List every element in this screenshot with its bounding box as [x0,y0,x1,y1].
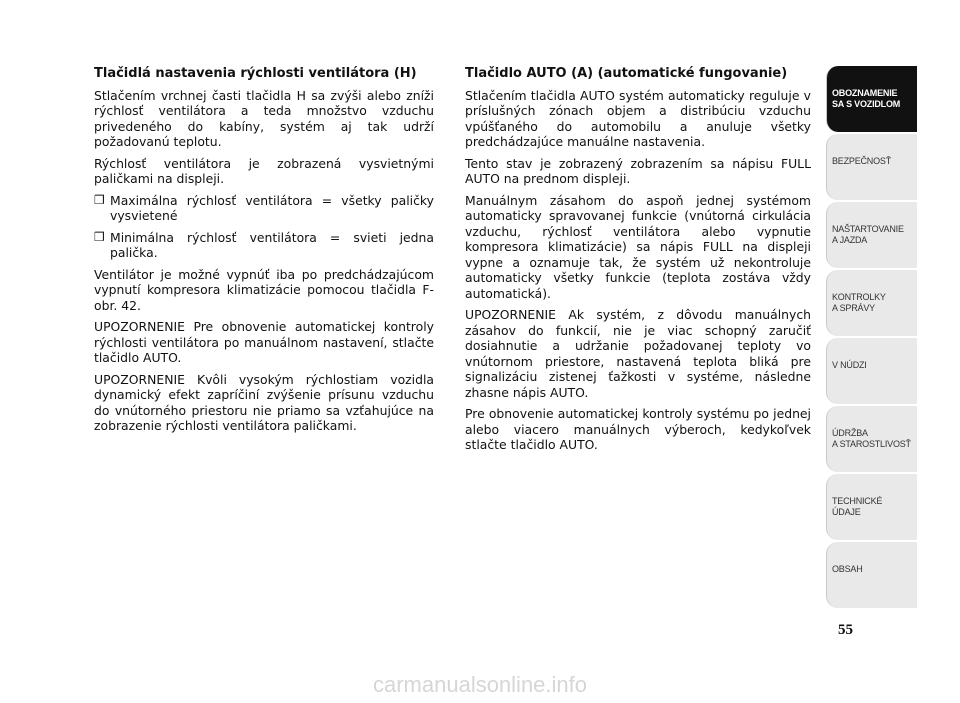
tab-label: TECHNICKÉ [832,496,883,506]
tab-bezpecnost[interactable] [826,134,917,200]
left-column [94,66,434,440]
auto-button-heading: Tlačidlo AUTO (A) (automatické fungovanie) [465,66,788,81]
tab-label: ÚDAJE [832,507,861,517]
right-column [465,66,811,459]
bullet-item [94,193,434,224]
tab-label: OBOZNAMENIE [832,88,898,98]
tab-obsah[interactable] [826,542,917,608]
paragraph: Ventilátor je možné vypnúť iba po predchádzajúcom vypnutí kompresora klimatizácie pomocou tlačidla F-obr. 42. [94,266,434,313]
tab-label: BEZPEČNOSŤ [832,156,892,166]
tab-label: A SPRÁVY [832,303,875,313]
paragraph: Pre obnovenie automatickej kontroly systému po jednej alebo viacero manuálnych výberoch, kedykoľvek stlačte tlačidlo AUTO. [465,406,811,452]
page-number: 55 [838,622,853,638]
chapter-sidebar [826,66,917,610]
bullet-item [94,230,434,261]
bullet-text: Maximálna rýchlosť ventilátora = všetky paličky vysvietené [110,192,434,223]
tab-label: A JAZDA [832,235,868,245]
tab-v-nudzi[interactable] [826,338,917,404]
paragraph: Rýchlosť ventilátora je zobrazená vysvietnými paličkami na displeji. [94,155,434,186]
tab-label: V NÚDZI [832,360,867,370]
fan-speed-heading: Tlačidlá nastavenia rýchlosti ventilátora (H) [94,66,417,81]
paragraph: Manuálnym zásahom do aspoň jednej systémom automaticky spravovanej funkcie (vnútorná cirkulácia vzduchu, rýchlosť ventilátora alebo vypnutie kompresora klimatizácie) sa nápis FULL na displeji vypne a oznamuje tak, že systém už nekontroluje automaticky všetky funkcie (teplota zostáva vždy automatická). [465,192,811,301]
tab-kontrolky[interactable] [826,270,917,336]
watermark: carmanualsonline.info [372,672,588,697]
tab-label: SA S VOZIDLOM [832,99,901,109]
paragraph: Stlačením tlačidla AUTO systém automaticky reguluje v príslušných zónach objem a distribúciu vzduchu vpúšťaného do automobilu a anuluje všetky predchádzajúce manuálne nastavenia. [465,87,811,149]
bullet-text: Minimálna rýchlosť ventilátora = svieti jedna palička. [110,229,434,260]
tab-label: NAŠTARTOVANIE [832,224,904,234]
paragraph: UPOZORNENIE Pre obnovenie automatickej kontroly rýchlosti ventilátora po manuálnom nastavení, stlačte tlačidlo AUTO. [94,319,434,365]
tab-nastartovanie[interactable] [826,202,917,268]
tab-label: ÚDRŽBA [832,428,868,438]
paragraph: UPOZORNENIE Kvôli vysokým rýchlostiam vozidla dynamický efekt zapríčiní zvýšenie prísunu vzduchu do vnútorného priestoru nie priamo sa vzťahujúce na zobrazenie rýchlosti ventilátora paličkami. [94,371,434,433]
tab-label: A STAROSTLIVOSŤ [832,439,911,449]
tab-label: KONTROLKY [832,292,886,302]
tab-label: OBSAH [832,564,863,574]
tab-oboznamenie[interactable] [826,66,917,132]
paragraph: Tento stav je zobrazený zobrazením sa nápisu FULL AUTO na prednom displeji. [465,155,811,186]
paragraph: Stlačením vrchnej časti tlačidla H sa zvýši alebo zníži rýchlosť ventilátora a teda množstvo vzduchu privedeného do kabíny, systém aj tak udrží požadovanú teplotu. [94,87,434,149]
paragraph: UPOZORNENIE Ak systém, z dôvodu manuálnych zásahov do funkcií, nie je viac schopný zaručiť dosiahnutie a udržanie požadovanej teploty vo vnútornom priestore, nastavená teplota bliká pre signalizáciu zistenej ťažkosti v systéme, následne zhasne nápis AUTO. [465,307,811,400]
tab-udrzba[interactable] [826,406,917,472]
checkbox-bullet-icon: ❒ [94,229,105,244]
checkbox-bullet-icon: ❒ [94,192,105,207]
tab-technicke-udaje[interactable] [826,474,917,540]
